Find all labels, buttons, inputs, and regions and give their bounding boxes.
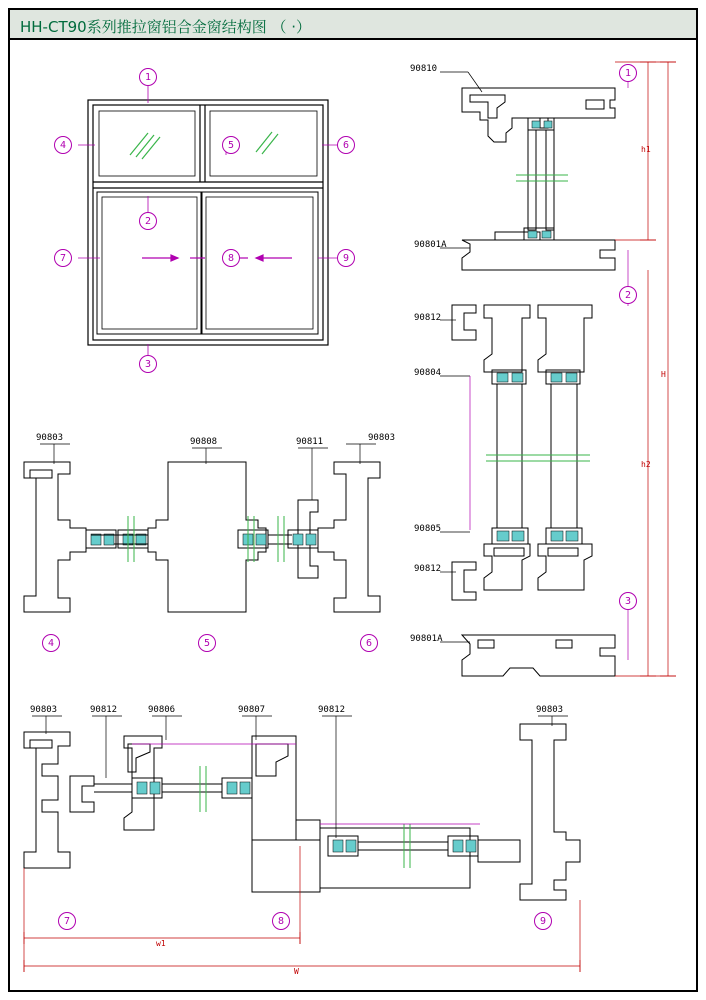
bottom-part-label-90806: 90806	[148, 705, 176, 715]
vsection-callout-3[interactable]: 3	[619, 592, 637, 610]
mid-part-label-90811: 90811	[296, 437, 324, 447]
mid-callout-5[interactable]: 5	[198, 634, 216, 652]
vsection-part-label-90810: 90810	[410, 64, 438, 74]
elevation-callout-7[interactable]: 7	[54, 249, 72, 267]
vsection-callout-2[interactable]: 2	[619, 286, 637, 304]
elevation-callout-9[interactable]: 9	[337, 249, 355, 267]
bottom-part-label-90812-right: 90812	[318, 705, 346, 715]
elevation-callout-8[interactable]: 8	[222, 249, 240, 267]
mid-callout-6[interactable]: 6	[360, 634, 378, 652]
page-title: HH-CT90系列推拉窗铝合金窗结构图 （ ·）	[20, 18, 312, 36]
vsection-dim-h2: h2	[641, 460, 651, 469]
elevation-callout-6[interactable]: 6	[337, 136, 355, 154]
bottom-part-label-90803-left: 90803	[30, 705, 58, 715]
vsection-part-label-90812-top: 90812	[414, 313, 442, 323]
bottom-callout-7[interactable]: 7	[58, 912, 76, 930]
vsection-part-label-90805: 90805	[414, 524, 442, 534]
bottom-dim-W: W	[294, 967, 299, 976]
vsection-callout-1[interactable]: 1	[619, 64, 637, 82]
elevation-callout-2[interactable]: 2	[139, 212, 157, 230]
vsection-part-label-90801A-top: 90801A	[414, 240, 447, 250]
bottom-part-label-90807: 90807	[238, 705, 266, 715]
bottom-dim-w1: w1	[156, 939, 166, 948]
bottom-part-label-90812-left: 90812	[90, 705, 118, 715]
bottom-callout-9[interactable]: 9	[534, 912, 552, 930]
mid-part-label-90803-left: 90803	[36, 433, 64, 443]
bottom-part-label-90803-right: 90803	[536, 705, 564, 715]
bottom-callout-8[interactable]: 8	[272, 912, 290, 930]
vsection-part-label-90801A-bottom: 90801A	[410, 634, 443, 644]
elevation-callout-1[interactable]: 1	[139, 68, 157, 86]
mid-callout-4[interactable]: 4	[42, 634, 60, 652]
mid-part-label-90803-right: 90803	[368, 433, 396, 443]
mid-part-label-90808: 90808	[190, 437, 218, 447]
vsection-part-label-90812-bottom: 90812	[414, 564, 442, 574]
elevation-callout-4[interactable]: 4	[54, 136, 72, 154]
elevation-callout-3[interactable]: 3	[139, 355, 157, 373]
vsection-part-label-90804: 90804	[414, 368, 442, 378]
elevation-callout-5[interactable]: 5	[222, 136, 240, 154]
vsection-dim-h1: h1	[641, 145, 651, 154]
vsection-dim-H: H	[661, 370, 666, 379]
